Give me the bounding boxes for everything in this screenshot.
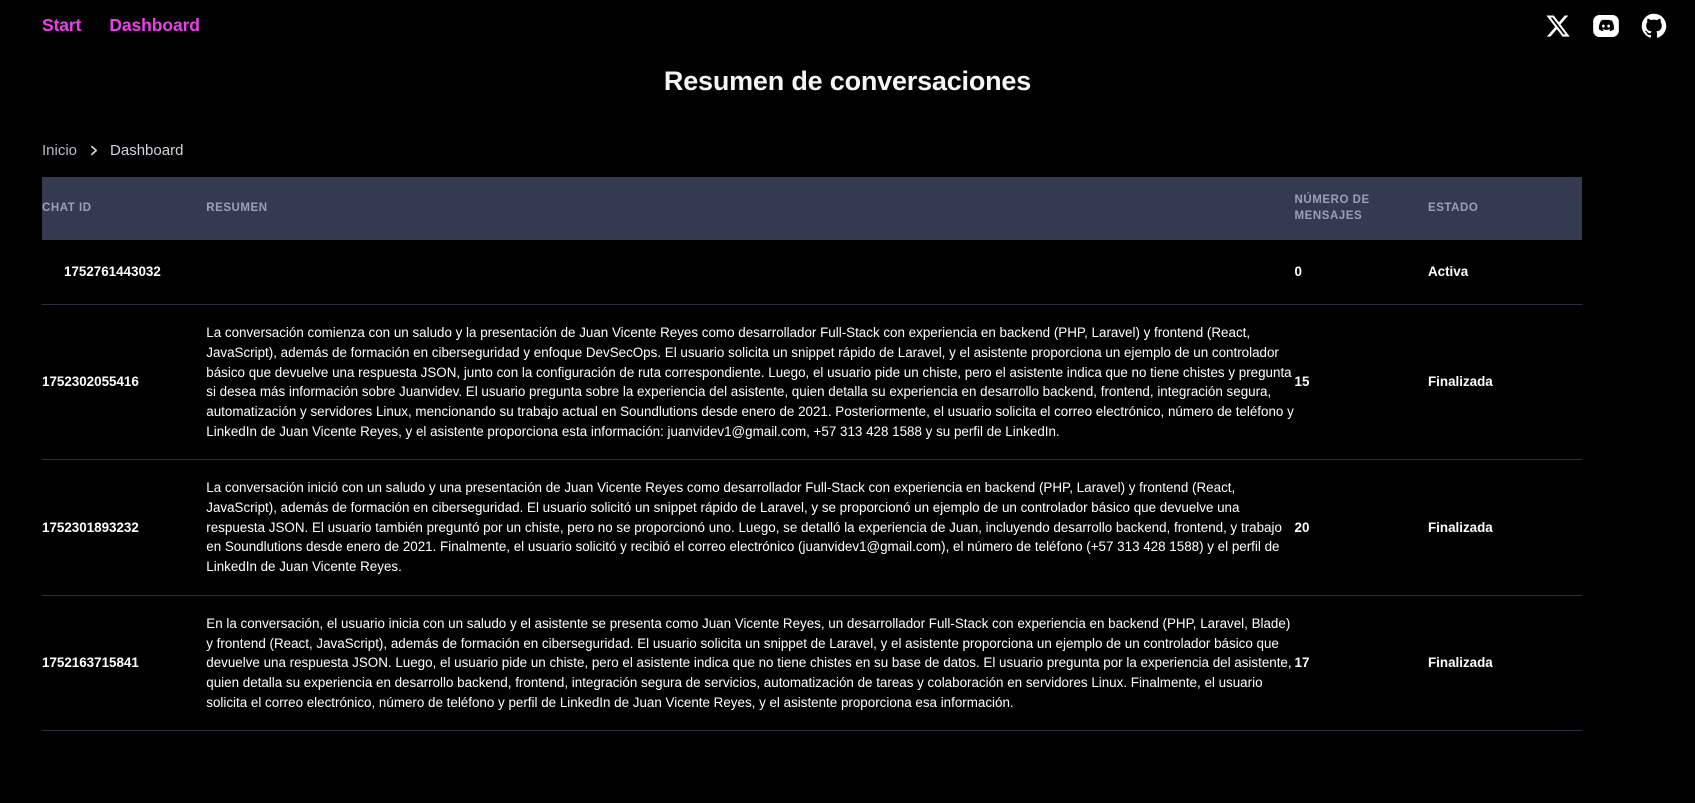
breadcrumb <box>42 143 1695 158</box>
cell-chat-id: 1752163715841 <box>42 595 206 731</box>
table-row[interactable] <box>42 240 1582 304</box>
cell-message-count: 17 <box>1295 595 1428 731</box>
chevron-right-icon <box>87 144 100 157</box>
cell-status: Finalizada <box>1428 305 1582 460</box>
conversations-table <box>42 177 1582 731</box>
table-row[interactable] <box>42 305 1582 460</box>
column-header-summary: RESUMEN <box>206 177 1294 240</box>
column-header-status: ESTADO <box>1428 177 1582 240</box>
cell-status: Activa <box>1428 240 1582 304</box>
column-header-message-count: NÚMERO DE MENSAJES <box>1295 177 1428 240</box>
breadcrumb-item-dashboard: Dashboard <box>110 142 184 160</box>
discord-icon[interactable] <box>1591 11 1621 41</box>
nav-link-start[interactable]: Start <box>42 15 82 36</box>
cell-message-count: 20 <box>1295 460 1428 596</box>
nav-link-dashboard[interactable]: Dashboard <box>109 15 200 36</box>
table-body <box>42 240 1582 730</box>
cell-chat-id: 1752301893232 <box>42 460 206 596</box>
cell-status: Finalizada <box>1428 595 1582 731</box>
top-navigation-bar <box>0 0 1695 52</box>
cell-message-count: 0 <box>1295 240 1428 304</box>
column-header-chat-id: CHAT ID <box>42 177 206 240</box>
breadcrumb-item-home[interactable]: Inicio <box>42 142 78 160</box>
github-icon[interactable] <box>1639 11 1669 41</box>
table-header <box>42 177 1582 240</box>
cell-chat-id: 1752761443032 <box>42 240 206 304</box>
primary-nav <box>42 17 200 35</box>
cell-message-count: 15 <box>1295 305 1428 460</box>
x-twitter-icon[interactable] <box>1543 11 1573 41</box>
cell-summary: En la conversación, el usuario inicia con un saludo y el asistente se presenta como Juan Vicente Reyes, un desarrollador Full-Stack con experiencia en backend (PHP, Laravel, Blade) y frontend (React, JavaScript), además de formación en ciberseguridad. El usuario solicita un snippet de Laravel, y el asistente proporciona un ejemplo de un controlador básico que devuelve una respuesta JSON. Luego, el usuario pide un chiste, pero el asistente indica que no tiene chistes en su base de datos. El usuario pregunta por la experiencia del asistente, quien detalla su experiencia en desarrollo backend, frontend, integración segura de servicios, automatización de tareas y colaboración en servidores Linux. Finalmente, el usuario solicita el correo electrónico, número de teléfono y perfil de LinkedIn de Juan Vicente Reyes, y el asistente proporciona esa información. <box>206 595 1294 731</box>
cell-summary: La conversación inició con un saludo y una presentación de Juan Vicente Reyes como desarrollador Full-Stack con experiencia en backend (PHP, Laravel) y frontend (React, JavaScript), además de formación en ciberseguridad. El usuario solicitó un snippet rápido de Laravel, y se proporcionó un ejemplo de un controlador básico que devuelve una respuesta JSON. El usuario también preguntó por un chiste, pero no se proporcionó uno. Luego, se detalló la experiencia de Juan, incluyendo desarrollo backend, frontend, y trabajo en Soundlutions desde enero de 2021. Finalmente, el usuario solicitó y recibió el correo electrónico (juanvidev1@gmail.com), el número de teléfono (+57 313 428 1588) y el perfil de LinkedIn de Juan Vicente Reyes. <box>206 460 1294 596</box>
social-links <box>1543 11 1669 41</box>
table-row[interactable] <box>42 460 1582 596</box>
page-title: Resumen de conversaciones <box>663 66 1032 96</box>
cell-summary: La conversación comienza con un saludo y la presentación de Juan Vicente Reyes como desarrollador Full-Stack con experiencia en backend (PHP, Laravel) y frontend (React, JavaScript), además de formación en ciberseguridad y enfoque DevSecOps. El usuario solicita un snippet rápido de Laravel, y el asistente proporciona un ejemplo de un controlador básico que devuelve una respuesta JSON, junto con la configuración de ruta correspondiente. Luego, el usuario pide un chiste, pero el asistente indica que no tiene chistes y pregunta si desea más información sobre Juanvidev. El usuario pregunta sobre la experiencia del asistente, quien detalla su experiencia en desarrollo backend, frontend, integración segura, automatización y servidores Linux, mencionando su trabajo actual en Soundlutions desde enero de 2021. Posteriormente, el usuario solicita el correo electrónico, número de teléfono y LinkedIn de Juan Vicente Reyes, y el asistente proporciona esta información: juanvidev1@gmail.com, +57 313 428 1588 y su perfil de LinkedIn. <box>206 305 1294 460</box>
conversations-table-container <box>42 177 1582 731</box>
cell-status: Finalizada <box>1428 460 1582 596</box>
table-row[interactable] <box>42 595 1582 731</box>
cell-summary <box>206 240 1294 304</box>
cell-chat-id: 1752302055416 <box>42 305 206 460</box>
table-header-row <box>42 177 1582 240</box>
